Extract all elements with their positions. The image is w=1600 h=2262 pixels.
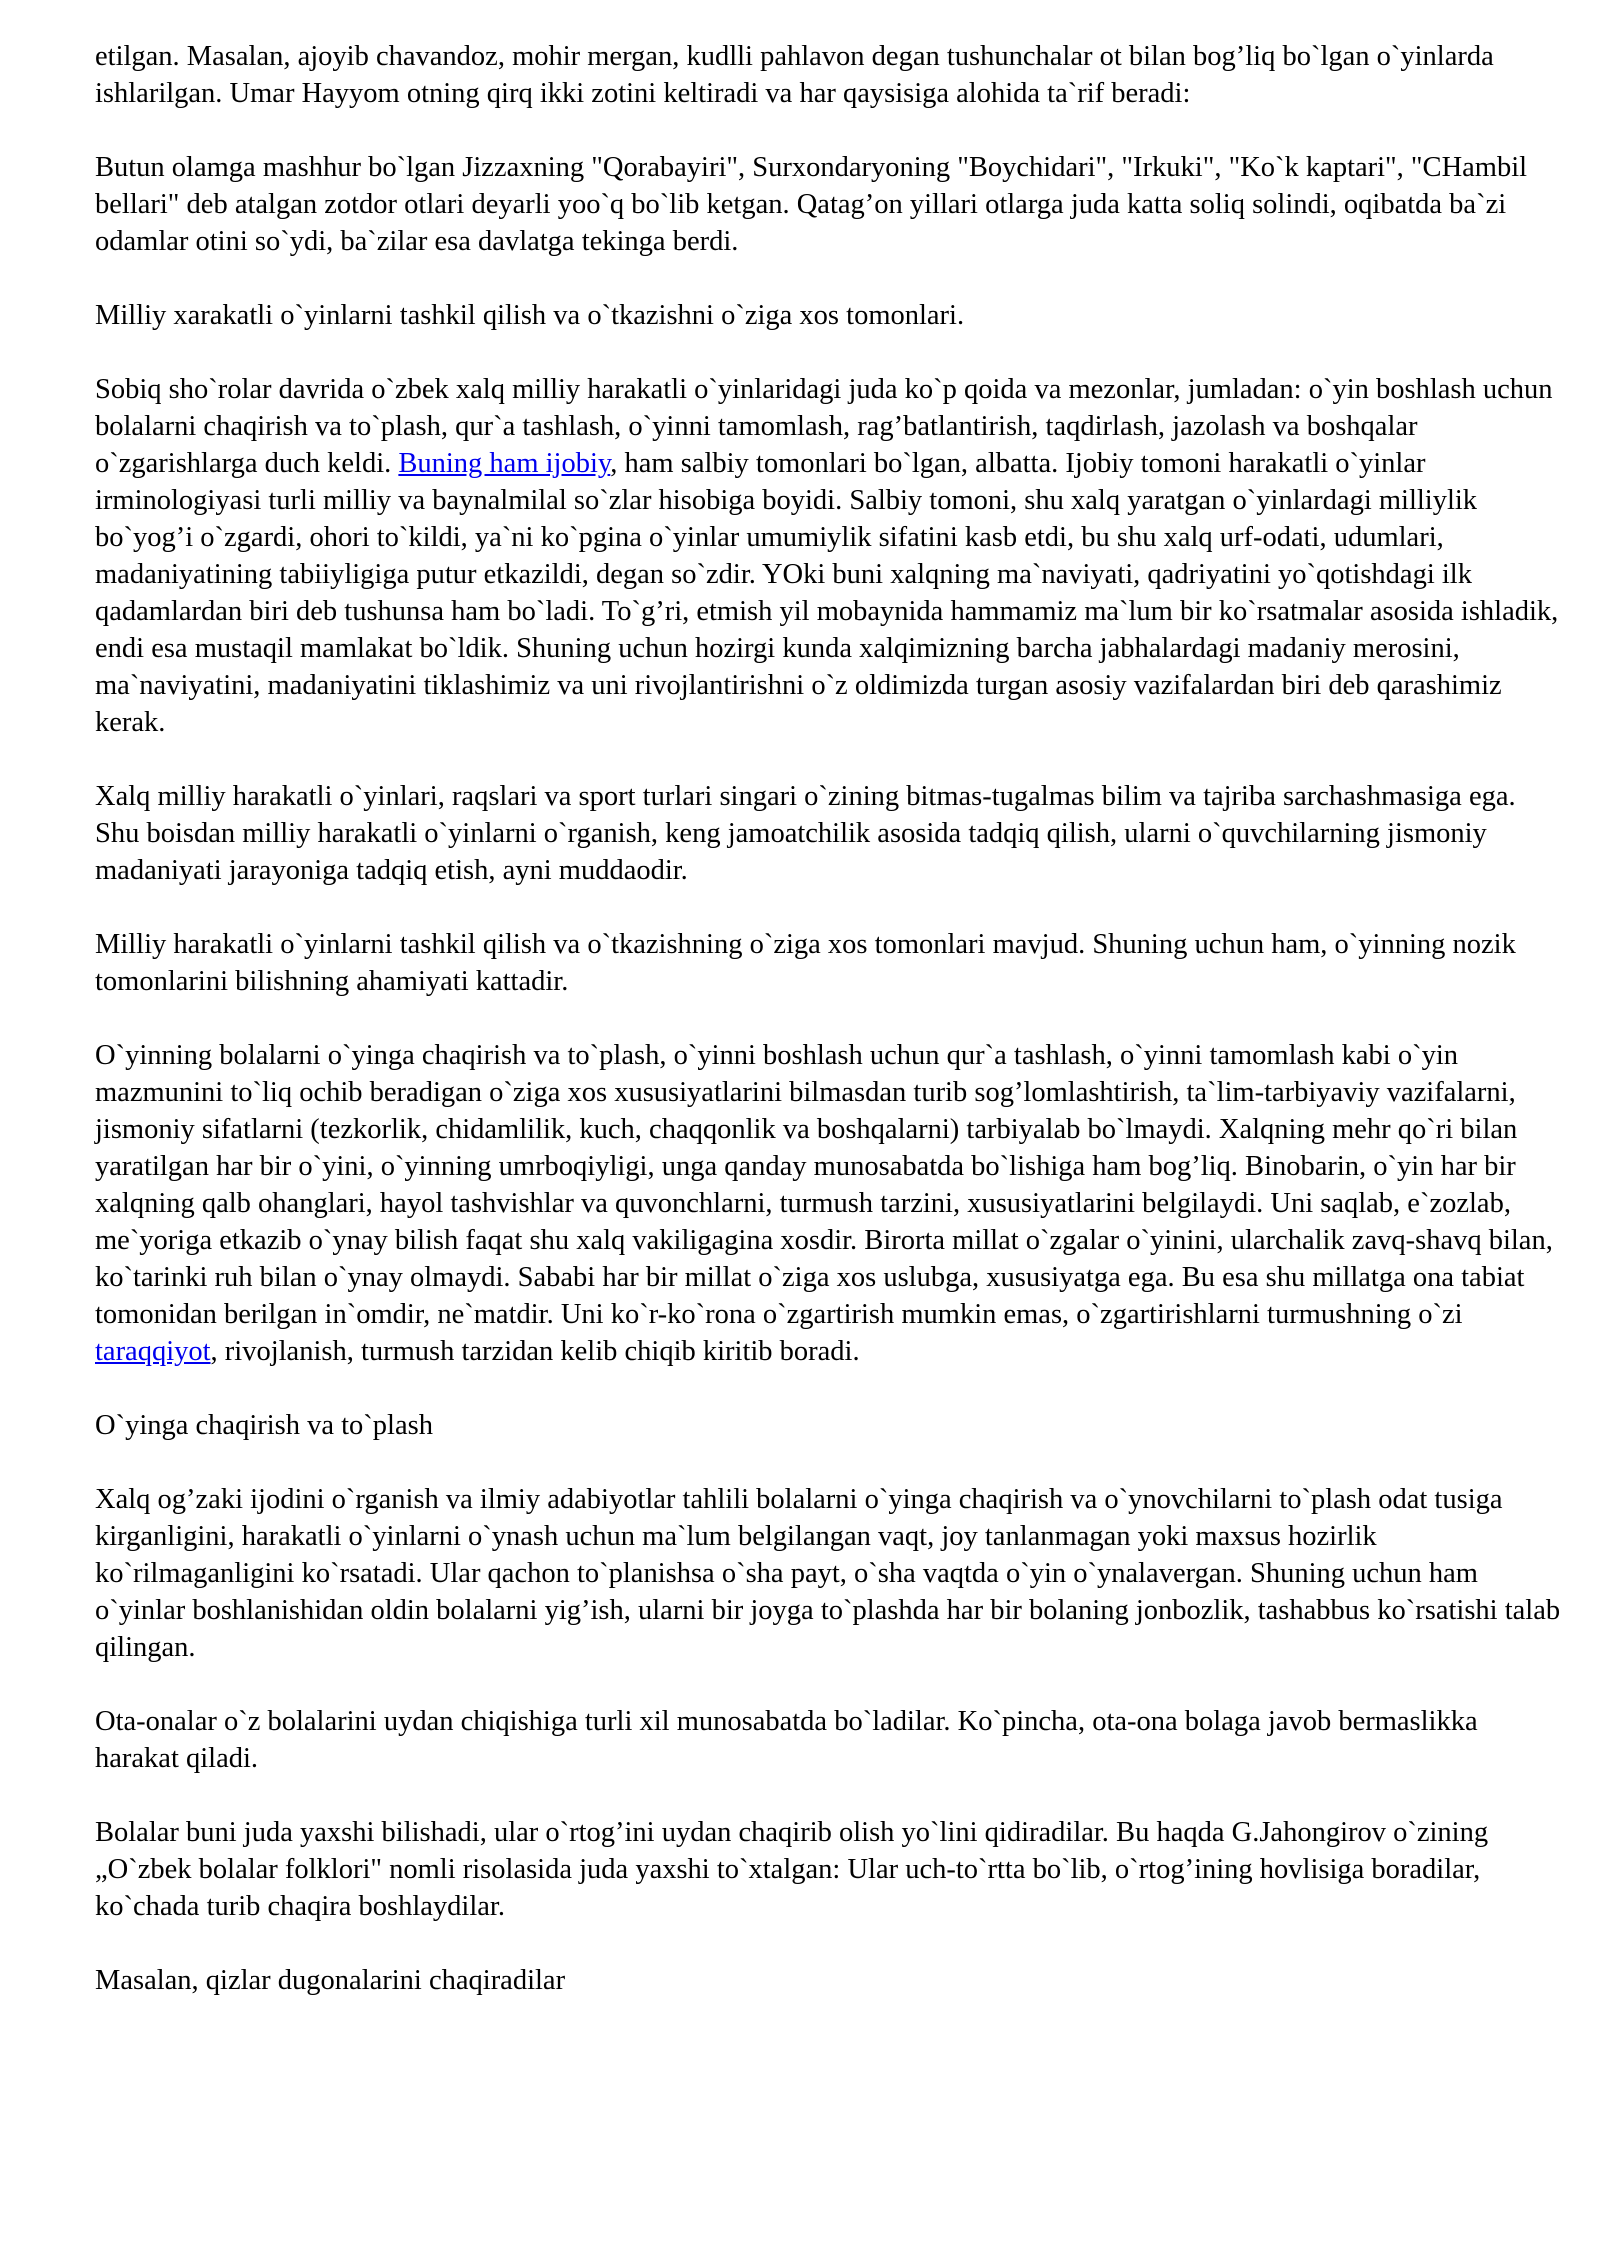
paragraph <box>95 1814 1565 1925</box>
document-page <box>95 38 1565 2036</box>
paragraph <box>95 38 1565 112</box>
paragraph-text: Bolalar buni juda yaxshi bilishadi, ular o`rtog’ini uydan chaqirib olish yo`lini qidiradilar. Bu haqda G.Jahongirov o`zining „O`zbek bolalar folklori" nomli risolasida juda yaxshi to`xtalgan: Ular uch-to`rtta bo`lib, o`rtog’ining hovlisiga boradilar, ko`chada turib chaqira boshlaydilar. <box>95 1817 1489 1922</box>
inline-link[interactable]: Buning ham ijobiy <box>398 448 611 479</box>
paragraph-text: Milliy harakatli o`yinlarni tashkil qilish va o`tkazishning o`ziga xos tomonlari mavjud. Shuning uchun ham, o`yinning nozik tomonlarini bilishning ahamiyati kattadir. <box>95 929 1516 997</box>
paragraph-text: Sobiq sho`rolar davrida o`zbek xalq milliy harakatli o`yinlaridagi juda ko`p qoida va mezonlar, jumladan: o`yin boshlash uchun bolalarni chaqirish va to`plash, qur`a tashlash, o`yinni tamomlash, rag’batlantirish, taqdirlash, jazolash va boshqalar o`zgarishlarga duch keldi. <box>95 374 1553 479</box>
paragraph-text: Ota-onalar o`z bolalarini uydan chiqishiga turli xil munosabatda bo`ladilar. Ko`pincha, ota-ona bolaga javob bermaslikka harakat qiladi. <box>95 1706 1478 1774</box>
paragraph-text: Butun olamga mashhur bo`lgan Jizzaxning "Qorabayiri", Surxondaryoning "Boychidari", "Irkuki", "Ko`k kaptari", "CHambil bellari" deb atalgan zotdor otlari deyarli yoo`q bo`lib ketgan. Qatag’on yillari otlarga juda katta soliq solindi, oqibatda ba`zi odamlar otini so`ydi, ba`zilar esa davlatga tekinga berdi. <box>95 152 1528 257</box>
paragraph-text: etilgan. Masalan, ajoyib chavandoz, mohir mergan, kudlli pahlavon degan tushunchalar ot bilan bog’liq bo`lgan o`yinlarda ishlarilgan. Umar Hayyom otning qirq ikki zotini keltiradi va har qaysisiga alohida ta`rif beradi: <box>95 41 1494 109</box>
paragraph-text: Xalq og’zaki ijodini o`rganish va ilmiy adabiyotlar tahlili bolalarni o`yinga chaqirish va o`ynovchilarni to`plash odat tusiga kirganligini, harakatli o`yinlarni o`ynash uchun ma`lum belgilangan vaqt, joy tanlanmagan yoki maxsus hozirlik ko`rilmaganligini ko`rsatadi. Ular qachon to`planishsa o`sha payt, o`sha vaqtda o`yin o`ynalavergan. Shuning uchun ham o`yinlar boshlanishidan oldin bolalarni yig’ish, ularni bir joyga to`plashda har bir bolaning jonbozlik, tashabbus ko`rsatishi talab qilingan. <box>95 1484 1561 1663</box>
paragraph <box>95 1481 1565 1666</box>
paragraph-text: Masalan, qizlar dugonalarini chaqiradilar <box>95 1965 566 1996</box>
paragraph <box>95 1703 1565 1777</box>
paragraph <box>95 926 1565 1000</box>
paragraph <box>95 1407 1565 1444</box>
paragraph <box>95 778 1565 889</box>
paragraph-text: O`yinning bolalarni o`yinga chaqirish va to`plash, o`yinni boshlash uchun qur`a tashlash, o`yinni tamomlash kabi o`yin mazmunini to`liq ochib beradigan o`ziga xos xususiyatlarini bilmasdan turib sog’lomlashtirish, ta`lim-tarbiyaviy vazifalarni, jismoniy sifatlarni (tezkorlik, chidamlilik, kuch, chaqqonlik va boshqalarni) tarbiyalab bo`lmaydi. Xalqning mehr qo`ri bilan yaratilgan har bir o`yini, o`yinning umrboqiyligi, unga qanday munosabatda bo`lishiga ham bog’liq. Binobarin, o`yin har bir xalqning qalb ohanglari, hayol tashvishlar va quvonchlarni, turmush tarzini, xususiyatlarini belgilaydi. Uni saqlab, e`zozlab, me`yoriga etkazib o`ynay bilish faqat shu xalq vakiligagina xosdir. Birorta millat o`zgalar o`yinini, ularchalik zavq-shavq bilan, ko`tarinki ruh bilan o`ynay olmaydi. Sababi har bir millat o`ziga xos uslubga, xususiyatga ega. Bu esa shu millatga ona tabiat tomonidan berilgan in`omdir, ne`matdir. Uni ko`r-ko`rona o`zgartirish mumkin emas, o`zgartirishlarni turmushning o`zi <box>95 1040 1553 1330</box>
paragraph <box>95 297 1565 334</box>
paragraph-text: Xalq milliy harakatli o`yinlari, raqslari va sport turlari singari o`zining bitmas-tugalmas bilim va tajriba sarchashmasiga ega. Shu boisdan milliy harakatli o`yinlarni o`rganish, keng jamoatchilik asosida tadqiq qilish, ularni o`quvchilarning jismoniy madaniyati jarayoniga tadqiq etish, ayni muddaodir. <box>95 781 1516 886</box>
paragraph-text: , rivojlanish, turmush tarzidan kelib chiqib kiritib boradi. <box>210 1336 860 1367</box>
paragraph <box>95 1037 1565 1370</box>
inline-link[interactable]: taraqqiyot <box>95 1336 211 1367</box>
paragraph-text: Milliy xarakatli o`yinlarni tashkil qilish va o`tkazishni o`ziga xos tomonlari. <box>95 300 965 331</box>
paragraph-text: , ham salbiy tomonlari bo`lgan, albatta. Ijobiy tomoni harakatli o`yinlar irminologiyasi turli milliy va baynalmilal so`zlar hisobiga boyidi. Salbiy tomoni, shu xalq yaratgan o`yinlardagi milliylik bo`yog’i o`zgardi, ohori to`kildi, ya`ni ko`pgina o`yinlar umumiylik sifatini kasb etdi, bu shu xalq urf-odati, udumlari, madaniyatining tabiiyligiga putur etkazildi, degan so`zdir. YOki buni xalqning ma`naviyati, qadriyatini yo`qotishdagi ilk qadamlardan biri deb tushunsa ham bo`ladi. To`g’ri, etmish yil mobaynida hammamiz ma`lum bir ko`rsatmalar asosida ishladik, endi esa mustaqil mamlakat bo`ldik. Shuning uchun hozirgi kunda xalqimizning barcha jabhalardagi madaniy merosini, ma`naviyatini, madaniyatini tiklashimiz va uni rivojlantirishni o`z oldimizda turgan asosiy vazifalardan biri deb qarashimiz kerak. <box>95 448 1559 738</box>
paragraph <box>95 371 1565 741</box>
paragraph <box>95 1962 1565 1999</box>
paragraph-text: O`yinga chaqirish va to`plash <box>95 1410 433 1441</box>
paragraph <box>95 149 1565 260</box>
